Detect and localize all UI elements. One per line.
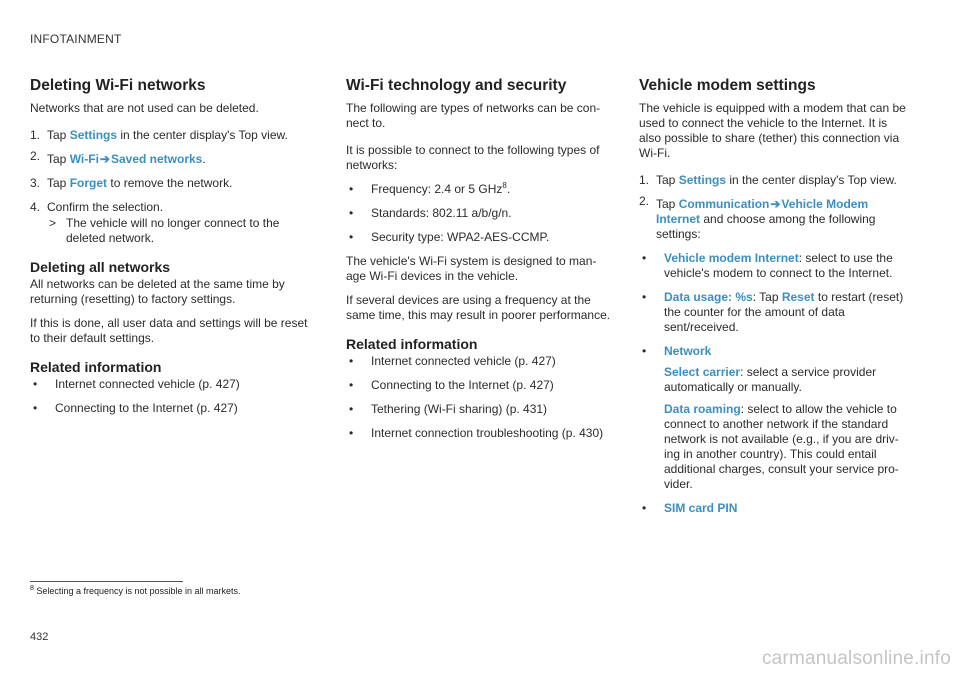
setting-desc: : select to use the vehicle's modem to connect to the Internet.: [664, 251, 893, 280]
setting-item: [639, 251, 907, 281]
step-text: Tap: [47, 152, 70, 166]
settings-link[interactable]: Settings: [678, 173, 727, 187]
sim-card-pin-option[interactable]: SIM card PIN: [664, 501, 738, 515]
paragraph: The vehicle's Wi-Fi system is designed to man-age Wi-Fi devices in the vehicle.: [346, 254, 597, 283]
network-suboptions: [664, 365, 907, 492]
settings-link[interactable]: Settings: [69, 128, 118, 142]
paragraph: All networks can be deleted at the same time by returning (resetting) to factory settings.: [30, 277, 285, 306]
step-item: [639, 173, 907, 188]
watermark: carmanualsonline.info: [761, 648, 951, 669]
result-marker: >: [49, 216, 57, 230]
section-title: Wi-Fi technology and security: [346, 77, 567, 94]
related-link[interactable]: • Tethering (Wi-Fi sharing) (p. 431): [346, 402, 614, 417]
arrow-right-icon: ➔: [770, 197, 781, 211]
section-modem-settings: [639, 74, 907, 525]
page-number: 432: [30, 631, 49, 643]
step-number: 1.: [639, 173, 650, 187]
vehicle-modem-internet-option[interactable]: Vehicle modem Internet: [664, 251, 799, 265]
list-item: • Standards: 802.11 a/b/g/n.: [346, 206, 614, 221]
setting-desc: : select to allow the vehicle to connect to another network if the standard network is not available (e.g., if you are driv-ing in another country). This could entail additional charges, consult your service pro-vider.: [664, 402, 899, 491]
step-list: [639, 173, 907, 242]
select-carrier-option[interactable]: Select carrier: [664, 365, 741, 379]
paragraph: It is possible to connect to the following types of networks:: [346, 143, 600, 172]
section-intro: The vehicle is equipped with a modem that can be used to connect the vehicle to the Internet. It is also possible to share (tether) this connection via Wi-Fi.: [639, 101, 906, 160]
step-number: 4.: [30, 200, 41, 214]
footnote-ref[interactable]: 8: [502, 181, 507, 190]
section-wifi-security: [346, 74, 614, 450]
frequency-text: Frequency: 2.4 or 5 GHz: [371, 182, 503, 196]
communication-link[interactable]: Communication: [678, 197, 770, 211]
step-item: [30, 176, 316, 191]
sub-setting: [664, 365, 907, 395]
related-link[interactable]: • Internet connected vehicle (p. 427): [346, 354, 614, 369]
punctuation: .: [506, 182, 511, 196]
section-intro: The following are types of networks can be con-nect to.: [346, 101, 601, 130]
setting-desc: : select a service provider automatically or manually.: [664, 365, 877, 394]
step-number: 1.: [30, 128, 41, 142]
step-text: Confirm the selection.: [47, 200, 164, 214]
arrow-right-icon: ➔: [99, 152, 110, 166]
network-option[interactable]: Network: [664, 344, 712, 358]
step-item: [30, 200, 316, 246]
step-number: 3.: [30, 176, 41, 190]
step-text: in the center display's Top view.: [117, 128, 288, 142]
reset-link[interactable]: Reset: [781, 290, 815, 304]
step-item: [639, 194, 907, 242]
list-item: • Security type: WPA2-AES-CCMP.: [346, 230, 614, 245]
paragraph: If several devices are using a frequency at the same time, this may result in poorer performance.: [346, 293, 611, 322]
modem-settings-list: [639, 251, 907, 516]
setting-desc: : Tap: [752, 290, 782, 304]
saved-networks-link[interactable]: Saved networks: [110, 152, 203, 166]
running-header: INFOTAINMENT: [30, 32, 122, 46]
data-roaming-option[interactable]: Data roaming: [664, 402, 741, 416]
footnote-divider: [30, 581, 183, 582]
network-type-list: [346, 182, 614, 245]
related-link[interactable]: • Internet connection troubleshooting (p. 430): [346, 426, 614, 441]
subsection-title: Deleting all networks: [30, 259, 171, 275]
step-text: Tap: [656, 197, 679, 211]
step-text: Tap: [47, 176, 70, 190]
section-deleting-wifi: [30, 74, 316, 425]
step-result: [47, 216, 316, 246]
data-usage-option[interactable]: Data usage: %s: [664, 290, 753, 304]
list-item: [346, 182, 614, 197]
setting-item: [639, 344, 907, 492]
step-text: in the center display's Top view.: [726, 173, 897, 187]
related-info-list: [346, 354, 614, 441]
result-text: The vehicle will no longer connect to the deleted network.: [66, 216, 280, 245]
sub-setting: [664, 402, 907, 492]
related-info-title: Related information: [346, 336, 478, 352]
paragraph: If this is done, all user data and settings will be reset to their default settings.: [30, 316, 308, 345]
footnote: [30, 586, 241, 596]
step-number: 2.: [30, 149, 41, 163]
footnote-mark: 8: [30, 585, 34, 592]
related-link[interactable]: • Internet connected vehicle (p. 427): [30, 377, 316, 392]
step-text: Tap: [656, 173, 679, 187]
section-title: Deleting Wi-Fi networks: [30, 77, 206, 94]
section-title: Vehicle modem settings: [639, 77, 816, 94]
related-info-list: [30, 377, 316, 416]
step-text: to remove the network.: [107, 176, 233, 190]
forget-link[interactable]: Forget: [69, 176, 108, 190]
step-number: 2.: [639, 194, 650, 208]
step-text: and choose among the following settings:: [656, 212, 876, 241]
step-text: .: [202, 152, 206, 166]
vehicle-modem-internet-link[interactable]: Vehicle Modem Internet: [656, 197, 869, 226]
wifi-link[interactable]: Wi-Fi: [69, 152, 99, 166]
related-info-title: Related information: [30, 359, 162, 375]
setting-item: [639, 290, 907, 335]
section-intro: Networks that are not used can be deleted.: [30, 101, 259, 115]
step-list: [30, 128, 316, 246]
related-link[interactable]: • Connecting to the Internet (p. 427): [30, 401, 316, 416]
related-link[interactable]: • Connecting to the Internet (p. 427): [346, 378, 614, 393]
setting-item: [639, 501, 907, 516]
step-item: [30, 149, 316, 167]
step-item: [30, 128, 316, 143]
setting-desc: to restart (reset) the counter for the amount of data sent/received.: [664, 290, 904, 334]
step-text: Tap: [47, 128, 70, 142]
footnote-text: Selecting a frequency is not possible in all markets.: [36, 586, 241, 596]
